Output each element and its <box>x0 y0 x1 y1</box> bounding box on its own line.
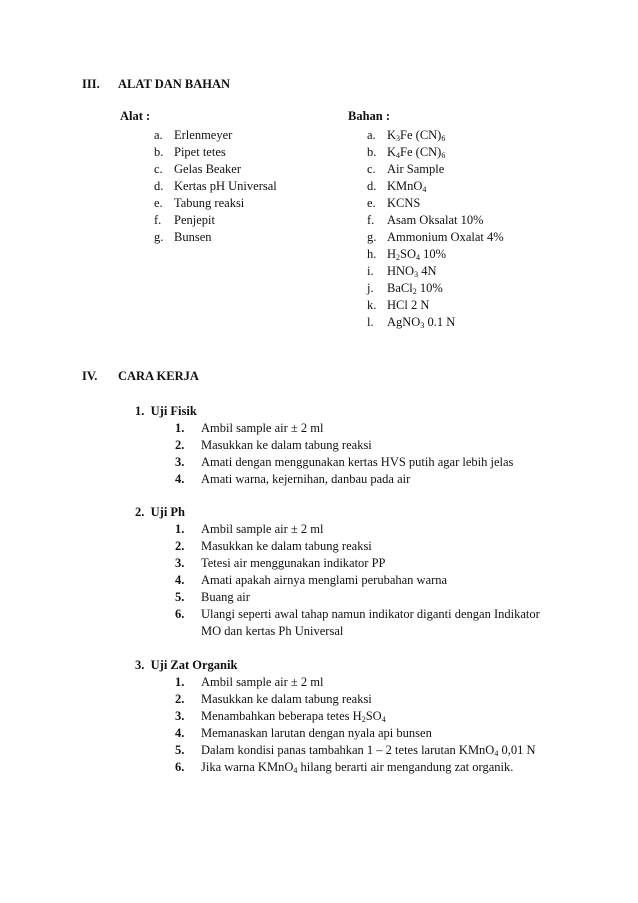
subsection-title: 2. Uji Ph <box>135 505 185 519</box>
step-continuation: MO dan kertas Ph Universal <box>201 624 344 638</box>
list-item: f. Penjepit <box>154 213 215 227</box>
list-item: k. HCl 2 N <box>367 298 430 312</box>
list-item: f. Asam Oksalat 10% <box>367 213 484 227</box>
list-item: a. $K_3Fe$ $(CN)_6$ <box>367 128 446 143</box>
step-item: 1. Ambil sample air ± 2 ml <box>175 421 324 435</box>
step-item: 2. Masukkan ke dalam tabung reaksi <box>175 438 372 452</box>
step-item: 3. Menambahkan beberapa tetes $H_2SO_4$ <box>175 709 386 724</box>
list-item: g. Bunsen <box>154 230 212 244</box>
step-item: 1. Ambil sample air ± 2 ml <box>175 675 324 689</box>
list-item: h. $H_2SO_4$ 10% <box>367 247 447 262</box>
step-item: 3. Tetesi air menggunakan indikator PP <box>175 556 386 570</box>
step-item: 1. Ambil sample air ± 2 ml <box>175 522 324 536</box>
step-item: 2. Masukkan ke dalam tabung reaksi <box>175 692 372 706</box>
alat-heading: Alat : <box>120 109 151 123</box>
step-item: 5. Dalam kondisi panas tambahkan 1 – 2 tetes larutan KMnO$_4$ 0,01 N <box>175 743 536 758</box>
list-item: j. BaCl$_2$ 10% <box>367 281 443 296</box>
list-item: b. Pipet tetes <box>154 145 226 159</box>
step-item: 3. Amati dengan menggunakan kertas HVS putih agar lebih jelas <box>175 455 514 469</box>
list-item: c. Air Sample <box>367 162 445 176</box>
step-item: 4. Memanaskan larutan dengan nyala api bunsen <box>175 726 432 740</box>
list-item: i. $HNO_3$ 4N <box>367 264 437 279</box>
section-number: IV. <box>82 369 98 383</box>
list-item: d. Kertas pH Universal <box>154 179 277 193</box>
list-item: g. Ammonium Oxalat 4% <box>367 230 504 244</box>
list-item: l. AgNO$_3$ 0.1 N <box>367 315 456 330</box>
list-item: b. $K_4Fe$ $(CN)_6$ <box>367 145 446 160</box>
section-title: ALAT DAN BAHAN <box>118 77 231 91</box>
section-number: III. <box>82 77 100 91</box>
step-item: 6. Ulangi seperti awal tahap namun indikator diganti dengan Indikator <box>175 607 540 621</box>
list-item: c. Gelas Beaker <box>154 162 241 176</box>
bahan-heading: Bahan : <box>348 109 391 123</box>
step-item: 2. Masukkan ke dalam tabung reaksi <box>175 539 372 553</box>
list-item: e. KCNS <box>367 196 421 210</box>
step-item: 4. Amati apakah airnya menglami perubahan warna <box>175 573 448 587</box>
list-item: a. Erlenmeyer <box>154 128 233 142</box>
list-item: e. Tabung reaksi <box>154 196 245 210</box>
subsection-title: 3. Uji Zat Organik <box>135 658 238 672</box>
subsection-title: 1. Uji Fisik <box>135 404 197 418</box>
section-title: CARA KERJA <box>118 369 199 383</box>
list-item: d. KMnO$_4$ <box>367 179 427 194</box>
step-item: 6. Jika warna KMnO$_4$ hilang berarti air mengandung zat organik. <box>175 760 514 775</box>
step-item: 5. Buang air <box>175 590 250 604</box>
step-item: 4. Amati warna, kejernihan, danbau pada air <box>175 472 411 486</box>
